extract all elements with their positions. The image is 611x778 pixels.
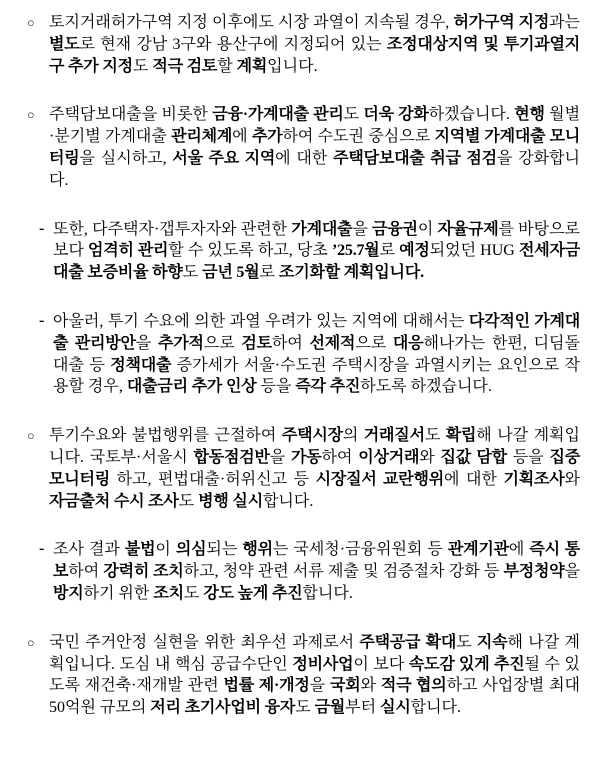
text-run: 하고, 청약 관련 서류 제출 및 검증절차 강화 등 (183, 563, 504, 581)
bold-text-run: 더욱 강화 (363, 106, 429, 124)
text-run: 등을 (256, 378, 296, 396)
bullet-paragraph (27, 12, 580, 77)
bold-text-run: 전세자금대출 보증비율 하향 (53, 242, 580, 282)
text-run: 이 (155, 541, 176, 559)
dash-bullet-icon: - (39, 311, 45, 329)
text-run: 으로 (355, 334, 393, 352)
bold-text-run: 검토 (241, 334, 272, 352)
bold-text-run: 강력히 조치 (103, 563, 184, 581)
bold-text-run: 의심 (175, 541, 207, 559)
text-run: 와 (419, 448, 441, 466)
bold-text-run: 대응 (392, 334, 424, 352)
bold-text-run: 엄격히 관리 (88, 242, 169, 260)
bold-text-run: 별도 (49, 35, 80, 53)
text-run: 하고, 편법대출·허위신고 등 (110, 470, 316, 488)
bold-text-run: 서울 주요 지역 (172, 149, 276, 167)
text-run: 로 (379, 242, 400, 260)
document-body (0, 12, 580, 719)
text-run: 도 (343, 106, 364, 124)
text-run: 도 (295, 699, 315, 717)
text-run: 토지거래허가구역 지정 이후에도 시장 과열이 지속될 경우, (49, 14, 454, 31)
text-run: 이 보다 (353, 655, 409, 673)
bold-text-run: 이상거래 (358, 448, 420, 466)
bold-text-run: 부정청약 (503, 563, 565, 581)
text-run: 의 (342, 427, 364, 445)
bold-text-run: 현행 (514, 106, 545, 124)
bold-text-run: 방지 (53, 584, 84, 602)
bold-text-run: 지속 (476, 633, 508, 651)
text-run: 아울러, 투기 수요에 의한 과열 우려가 있는 지역에 대해서는 (53, 312, 469, 330)
text-run: 이 (417, 220, 438, 238)
text-run: 는 국세청·금융위원회 등 (272, 541, 448, 559)
bold-text-run: 확립 (445, 427, 477, 445)
text-run: 하도록 하겠습니다. (360, 378, 492, 396)
text-run: 투기수요와 불법행위를 근절하여 (49, 427, 282, 445)
circle-bullet-icon: ○ (27, 108, 35, 123)
bold-text-run: 자율규제 (437, 220, 499, 238)
text-run: 해 나갈 계획입니다. 국토부·서울시 (49, 427, 580, 466)
bold-text-run: 추가 (251, 128, 283, 146)
text-run: 도 (183, 584, 204, 602)
bold-text-run: 조정대상지역 및 투기과열지구 추가 지정 (49, 35, 580, 75)
text-run: 또한, 다주택자·갭투자자와 관련한 (53, 220, 292, 238)
text-run: 합니다. (262, 492, 314, 510)
text-run: 부터 (345, 699, 381, 717)
text-run: 를 바탕으로 보다 (53, 220, 580, 260)
text-run: 합니다. (410, 699, 461, 717)
text-run: 할 수 있도록 하고, 당초 (168, 242, 332, 260)
bold-text-run: 정비사업 (292, 655, 354, 673)
text-run: 을 (352, 220, 373, 238)
dash-bullet-icon: - (39, 219, 45, 237)
text-run: 주택담보대출을 비롯한 (49, 106, 213, 124)
text-run: 에 (508, 541, 530, 559)
bold-text-run: 즉시 통보 (53, 541, 581, 581)
text-run: 되는 (206, 541, 243, 559)
text-run: 을 (309, 677, 330, 695)
text-run: 와 (564, 470, 580, 488)
text-run: 합니다. (302, 584, 353, 602)
sub-paragraph (39, 539, 581, 604)
text-run: 도 (424, 427, 446, 445)
bold-text-run: 대출금리 추가 인상 (126, 378, 257, 396)
text-run: 하여 수도권 중심으로 (282, 128, 435, 146)
bold-text-run: 지역별 가계대출 모니터링 (49, 128, 580, 167)
bold-text-run: 금년 5월 (202, 264, 260, 282)
text-run: 하여 (321, 448, 359, 466)
bold-text-run: 자금출처 수시 조사 (49, 492, 179, 510)
dash-bullet-icon: - (39, 540, 45, 558)
bold-text-run: 적극 검토 (152, 57, 218, 75)
bold-text-run: 주택공급 확대 (359, 633, 457, 651)
text-run: 을 (564, 563, 580, 581)
bold-text-run: 실시 (380, 699, 411, 717)
bold-text-run: ’25.7월 (331, 242, 380, 260)
text-run: 하기 위한 (83, 584, 154, 602)
text-run: 증가세가 서울·수도권 주택시장을 과열시키는 요인으로 작용할 경우, (53, 356, 580, 396)
bullet-paragraph (27, 104, 581, 191)
text-run: 을 (135, 334, 158, 352)
text-run: 에 대한 (444, 470, 504, 488)
bold-text-run: 적극 협의 (380, 677, 447, 695)
text-run: 해 나갈 계획입니다. 도심 내 핵심 공급수단인 (49, 633, 580, 673)
bold-text-run: 다각적인 가계대출 관리방안 (53, 312, 580, 352)
text-run: 과는 (549, 14, 580, 31)
bold-text-run: 불법 (124, 541, 156, 559)
bold-text-run: 관계기관 (447, 541, 509, 559)
bold-text-run: 행위 (242, 541, 273, 559)
bold-text-run: 속도감 있게 추진 (408, 655, 525, 673)
text-run: 을 강화합니다. (49, 149, 581, 189)
bold-text-run: 법률 제·개정 (223, 677, 310, 695)
text-run: 으로 (203, 334, 242, 352)
bold-text-run: 조치 (153, 584, 184, 602)
bold-text-run: 선제적 (309, 334, 356, 352)
text-run: 을 실시하고, (79, 149, 173, 167)
bold-text-run: 가계대출 (291, 220, 353, 238)
bold-text-run: 가동 (291, 448, 322, 466)
bold-text-run: 기획조사 (503, 470, 565, 488)
text-run: 국민 주거안정 실현을 위한 최우선 과제로서 (49, 633, 360, 651)
sub-paragraph (39, 311, 580, 398)
text-run: 입니다. (267, 57, 318, 75)
bold-text-run: 정책대출 (110, 356, 172, 374)
bold-text-run: 집중 모니터링 (49, 448, 580, 488)
bold-text-run: 금융권 (372, 220, 418, 238)
bold-text-run: 계획 (236, 57, 268, 75)
text-run: 월별·분기별 가계대출 (49, 106, 581, 146)
text-run: 하고 사업장별 최대 50억원 규모의 (49, 677, 580, 717)
text-run: 하여 (271, 334, 310, 352)
bold-text-run: 예정 (399, 242, 430, 260)
text-run: 도 (456, 633, 477, 651)
text-run: 해나가는 한편, 디딤돌 대출 등 (53, 334, 580, 374)
bold-text-run: 조기화할 계획입니다. (278, 264, 424, 282)
bold-text-run: 허가구역 지정 (453, 14, 550, 31)
sub-paragraph (39, 219, 580, 284)
text-run: 로 (259, 264, 279, 282)
text-run: 도 (182, 264, 203, 282)
text-run: 할 (217, 57, 237, 75)
text-run: 되었던 HUG (429, 242, 519, 260)
text-run: 에 (232, 128, 252, 146)
bold-text-run: 병행 실시 (198, 492, 263, 510)
text-run: 도 (132, 57, 153, 75)
bold-text-run: 시장질서 교란행위 (315, 470, 444, 488)
bold-text-run: 집값 담합 (440, 448, 508, 466)
text-run: 도 (178, 492, 199, 510)
bold-text-run: 관리체계 (171, 128, 233, 146)
text-run: 하겠습니다. (428, 106, 515, 124)
text-run: 하여 (68, 563, 104, 581)
bold-text-run: 주택담보대출 취급 점검 (333, 149, 497, 167)
text-run: 을 (269, 448, 291, 466)
text-run: 조사 결과 (53, 541, 125, 559)
bold-text-run: 거래질서 (363, 427, 425, 445)
bullet-paragraph (27, 632, 580, 719)
bold-text-run: 강도 높게 추진 (203, 584, 303, 602)
bold-text-run: 추가적 (157, 334, 204, 352)
bold-text-run: 주택시장 (281, 427, 343, 445)
text-run: 될 수 있도록 재건축·재개발 관련 (49, 655, 580, 695)
text-run: 와 (360, 677, 381, 695)
bold-text-run: 즉각 추진 (295, 378, 361, 396)
bullet-paragraph (27, 425, 580, 512)
bold-text-run: 금융·가계대출 관리 (212, 106, 344, 124)
circle-bullet-icon: ○ (27, 429, 35, 444)
text-run: 에 대한 (275, 149, 334, 167)
circle-bullet-icon: ○ (27, 16, 35, 30)
text-run: 로 현재 강남 3구와 용산구에 지정되어 있는 (79, 35, 387, 53)
bold-text-run: 합동점검반 (193, 448, 270, 466)
text-run: 등을 (507, 448, 550, 466)
bold-text-run: 금월 (314, 699, 346, 717)
bold-text-run: 저리 초기사업비 융자 (150, 699, 296, 717)
circle-bullet-icon: ○ (27, 635, 35, 650)
bold-text-run: 국회 (330, 677, 361, 695)
